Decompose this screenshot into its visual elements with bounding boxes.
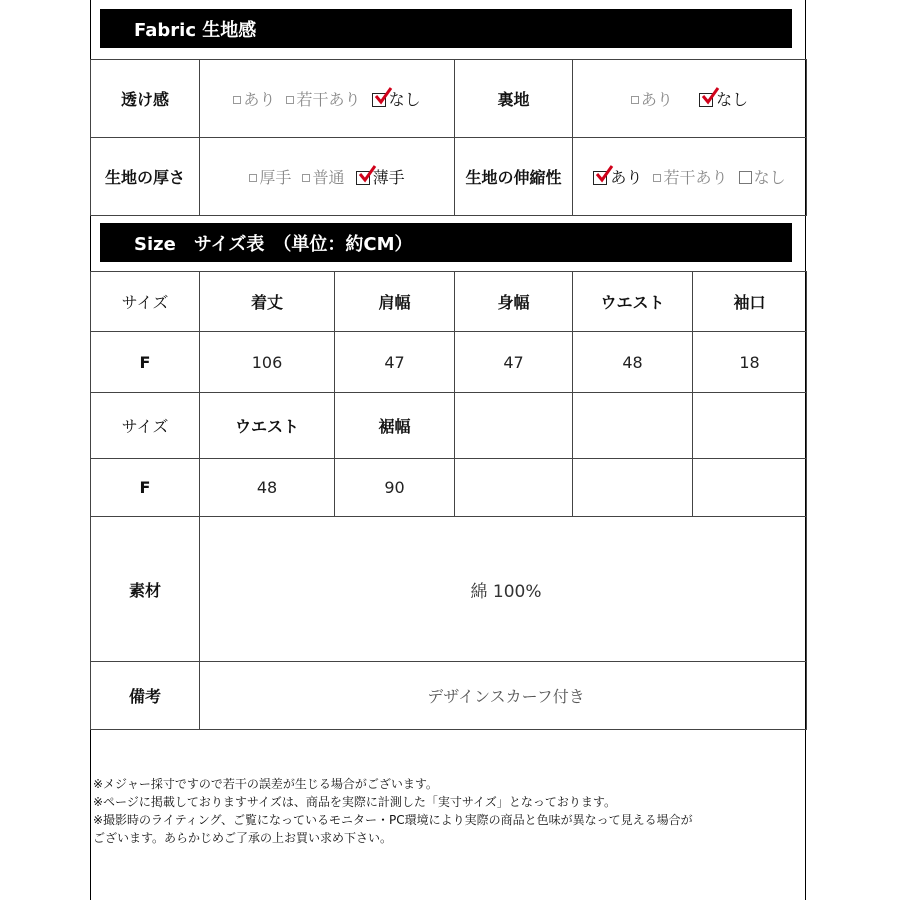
option-checked: 薄手 (356, 168, 405, 187)
size-header-cell: 裾幅 (335, 393, 455, 459)
option-unchecked: 若干あり (286, 90, 360, 109)
checkbox-empty-icon (739, 171, 752, 184)
size-value-row (91, 332, 807, 393)
size-value-cell: 47 (455, 332, 573, 393)
option-unchecked: あり (631, 90, 673, 109)
option-unchecked: 厚手 (249, 168, 291, 187)
size-table (90, 271, 807, 730)
size-value-row (91, 459, 807, 517)
fabric-options (200, 60, 455, 138)
size-value-cell: F (91, 459, 200, 517)
size-header-cell (693, 393, 807, 459)
size-header-cell: 着丈 (200, 272, 335, 332)
size-value-cell (573, 459, 693, 517)
checkbox-checked-icon (372, 91, 388, 107)
option-checked: なし (699, 90, 748, 109)
fabric-section-title (100, 9, 792, 48)
size-header-cell: 袖口 (693, 272, 807, 332)
size-section-title (100, 223, 792, 262)
size-header-row (91, 272, 807, 332)
notes-block (93, 775, 805, 847)
fabric-label: 透け感 (91, 60, 200, 138)
fabric-label: 裏地 (455, 60, 573, 138)
checkbox-empty-icon (249, 174, 257, 182)
checkbox-checked-icon (593, 169, 609, 185)
material-value: 綿 100% (200, 517, 807, 662)
note-line: ※撮影時のライティング、ご覧になっているモニター・PC環境により実際の商品と色味が異なって見える場合が (93, 813, 693, 827)
size-header-cell: 肩幅 (335, 272, 455, 332)
fabric-row (91, 60, 807, 138)
size-header-cell: サイズ (91, 272, 200, 332)
size-value-cell: 106 (200, 332, 335, 393)
size-value-cell: F (91, 332, 200, 393)
option-unchecked: なし (739, 168, 786, 187)
option-unchecked: あり (233, 90, 275, 109)
note-line: ※ページに掲載しておりますサイズは、商品を実際に計測した「実寸サイズ」となっております。 (93, 795, 616, 809)
option-checked: なし (372, 90, 421, 109)
size-value-cell (455, 459, 573, 517)
note-line: ございます。あらかじめご了承の上お買い求め下さい。 (93, 831, 393, 845)
checkbox-empty-icon (286, 96, 294, 104)
remarks-value: デザインスカーフ付き (200, 662, 807, 730)
checkbox-empty-icon (233, 96, 241, 104)
size-header-cell (455, 393, 573, 459)
size-value-cell (693, 459, 807, 517)
fabric-label: 生地の伸縮性 (455, 138, 573, 216)
option-checked: あり (593, 168, 642, 187)
size-header-cell: ウエスト (200, 393, 335, 459)
fabric-table (90, 59, 807, 216)
remarks-row (91, 662, 807, 730)
material-row (91, 517, 807, 662)
size-header-row (91, 393, 807, 459)
note-line: ※メジャー採寸ですので若干の誤差が生じる場合がございます。 (93, 777, 438, 791)
fabric-options (573, 138, 807, 216)
checkbox-empty-icon (653, 174, 661, 182)
fabric-title-text: Fabric 生地感 (134, 19, 257, 41)
remarks-label: 備考 (91, 662, 200, 730)
fabric-options (200, 138, 455, 216)
size-value-cell: 48 (200, 459, 335, 517)
size-header-cell (573, 393, 693, 459)
checkbox-checked-icon (699, 91, 715, 107)
material-label: 素材 (91, 517, 200, 662)
option-unchecked: 普通 (302, 168, 344, 187)
size-title-text: Size サイズ表 （単位：約CM） (134, 233, 413, 255)
fabric-options (573, 60, 807, 138)
size-value-cell: 48 (573, 332, 693, 393)
fabric-row (91, 138, 807, 216)
size-header-cell: 身幅 (455, 272, 573, 332)
checkbox-empty-icon (631, 96, 639, 104)
size-header-cell: ウエスト (573, 272, 693, 332)
fabric-label: 生地の厚さ (91, 138, 200, 216)
checkbox-empty-icon (302, 174, 310, 182)
checkbox-checked-icon (356, 169, 372, 185)
size-value-cell: 47 (335, 332, 455, 393)
size-value-cell: 90 (335, 459, 455, 517)
size-value-cell: 18 (693, 332, 807, 393)
size-header-cell: サイズ (91, 393, 200, 459)
option-unchecked: 若干あり (653, 168, 727, 187)
